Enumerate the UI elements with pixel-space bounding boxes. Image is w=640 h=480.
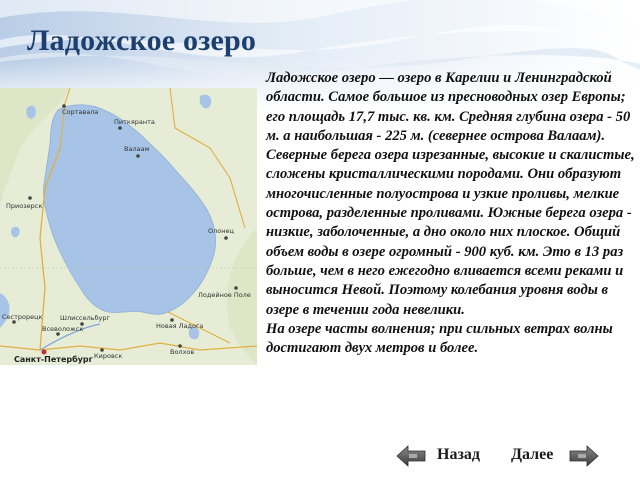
city-marker xyxy=(224,236,228,240)
next-button[interactable] xyxy=(569,445,599,467)
small-lake xyxy=(26,106,36,119)
city-marker xyxy=(28,196,32,200)
map-label-spb: Санкт-Петербург xyxy=(14,355,93,364)
map-label-pitkyaranta: Питкяранта xyxy=(114,118,155,126)
map-label-shlisselburg: Шлиссельбург xyxy=(60,314,110,322)
description-paragraph-main: Ладожское озеро — озеро в Карелии и Ленинградской области. Самое большое из пресноводных озер Европы; его площадь 17,7 тыс. кв. км. Средняя глубина озера - 50 м. а наибольшая - 225 м. (севернее острова Валаам). Северные берега озера изрезанные, высокие и скалистые, сложены кристаллическими породами. Они образуют многочисленные полуострова и узкие проливы, мелкие острова, разделенные проливами. Южные берега озера - низкие, заболоченные, а дно около них плоское. Общий объем воды в озере огромный - 900 куб. км. Это в 13 раз больше, чем в него ежегодно вливается всеми реками и выносится Невой. Поэтому колебания уровня воды в озере в течении года невелики. xyxy=(266,70,635,318)
map-label-kirovsk: Кировск xyxy=(94,352,123,360)
arrow-left-icon xyxy=(396,445,426,467)
map-label-priozersk: Приозерск xyxy=(6,202,43,210)
slide-title: Ладожское озеро xyxy=(27,24,257,57)
map-label-vsevolozhsk: Всеволожск xyxy=(42,325,84,333)
city-marker xyxy=(136,154,140,158)
map-label-sortavala: Сортавала xyxy=(62,108,99,116)
description-paragraph-waves: На озере часты волнения; при сильных ветрах волны достигают двух метров и более. xyxy=(266,320,613,357)
map-label-sestroretsk: Сестрорецк xyxy=(2,313,43,321)
map-label-novaya-ladoga: Новая Ладога xyxy=(156,322,204,330)
next-link[interactable]: Далее xyxy=(511,446,554,463)
back-button[interactable] xyxy=(396,445,426,467)
city-marker-spb xyxy=(42,350,47,355)
arrow-right-icon xyxy=(569,445,599,467)
city-marker xyxy=(234,286,238,290)
map-label-lodeynoe: Лодейное Поле xyxy=(198,291,251,299)
city-marker xyxy=(118,126,122,130)
map-label-valaam: Валаам xyxy=(124,145,150,153)
map-label-volkhov: Волхов xyxy=(170,348,195,356)
back-link[interactable]: Назад xyxy=(437,446,480,463)
map-label-olonets: Олонец xyxy=(208,227,234,235)
description xyxy=(266,69,636,358)
lake-map xyxy=(0,88,257,365)
